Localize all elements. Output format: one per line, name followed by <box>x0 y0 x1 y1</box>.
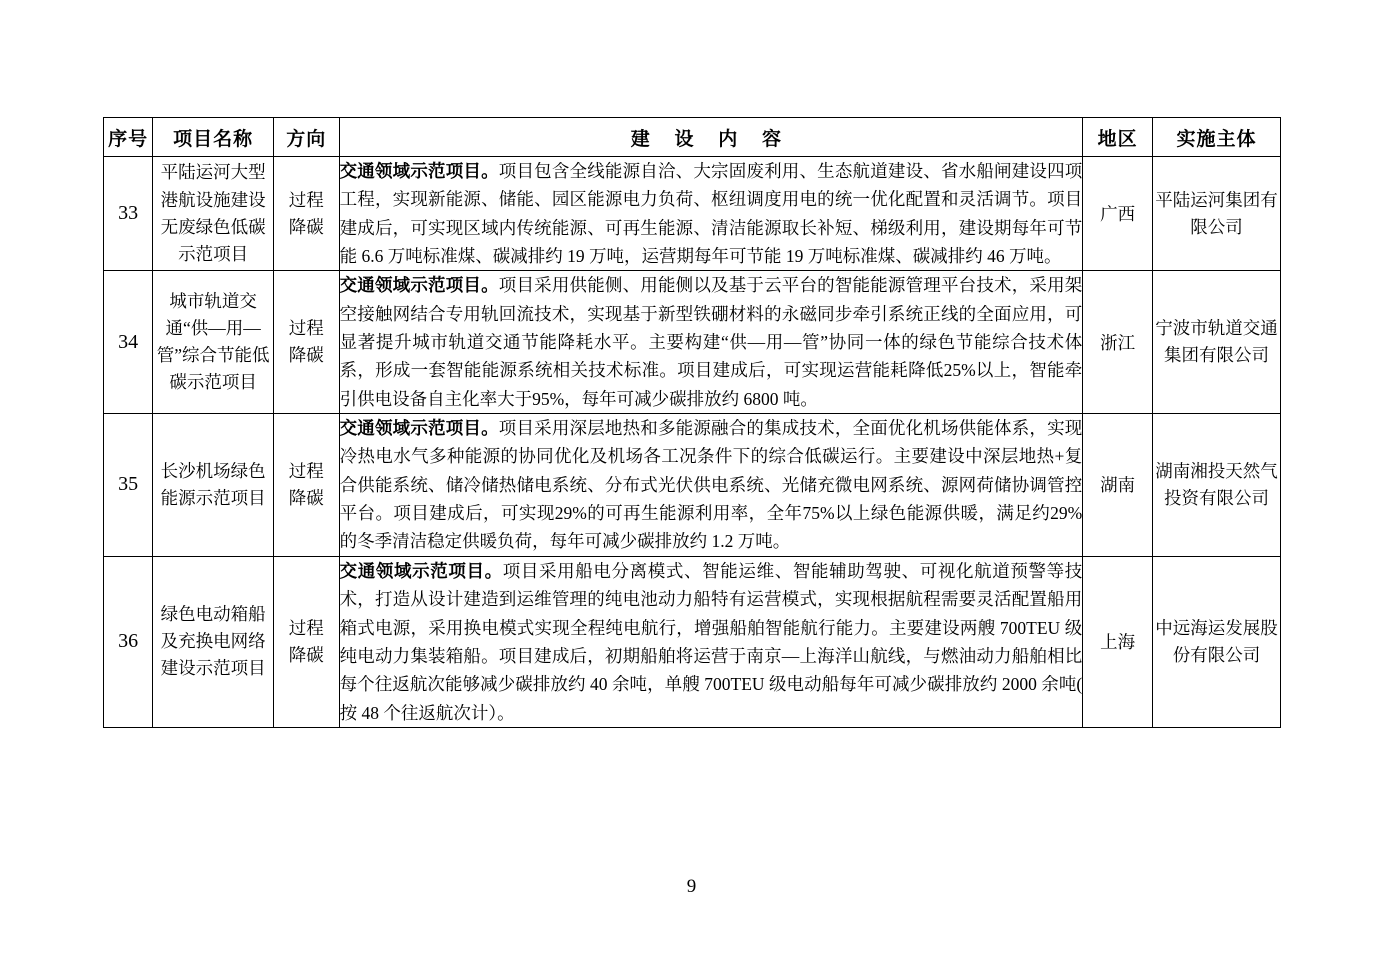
cell-region: 广西 <box>1083 157 1153 271</box>
direction-line-2: 降碳 <box>288 216 324 237</box>
cell-region: 浙江 <box>1083 271 1153 414</box>
table-header-row <box>104 118 1281 157</box>
cell-seq: 34 <box>104 271 153 414</box>
cell-direction <box>274 414 340 557</box>
cell-direction <box>274 157 340 271</box>
content-lead: 交通领域示范项目。 <box>339 560 503 581</box>
direction-line-2: 降碳 <box>288 644 324 665</box>
cell-subject: 平陆运河集团有限公司 <box>1152 157 1280 271</box>
column-header-seq: 序号 <box>104 118 153 157</box>
cell-seq: 36 <box>104 556 153 727</box>
content-body: 项目采用供能侧、用能侧以及基于云平台的智能能源管理平台技术，采用架空接触网结合专用轨回流技术，实现基于新型铁硼材料的永磁同步牵引系统正线的全面应用，可显著提升城市轨道交通节能降耗水平。主要构建“供—用—管”协同一体的绿色节能综合技术体系，形成一套智能能源系统相关技术标准。项目建成后，可实现运营能耗降低25%以上，智能牵引供电设备自主化率大于95%，每年可减少碳排放约 6800 吨。 <box>339 275 1083 409</box>
cell-project-name: 平陆运河大型港航设施建设无废绿色低碳示范项目 <box>153 157 274 271</box>
cell-project-name: 绿色电动箱船及充换电网络建设示范项目 <box>153 556 274 727</box>
cell-direction <box>274 556 340 727</box>
direction-line-1: 过程 <box>288 189 324 210</box>
cell-region: 上海 <box>1083 556 1153 727</box>
cell-content <box>339 157 1083 271</box>
content-lead: 交通领域示范项目。 <box>339 275 499 296</box>
column-header-subject: 实施主体 <box>1152 118 1280 157</box>
column-header-content: 建 设 内 容 <box>339 118 1083 157</box>
content-lead: 交通领域示范项目。 <box>339 418 499 439</box>
direction-line-1: 过程 <box>288 318 324 339</box>
column-header-direction: 方向 <box>274 118 340 157</box>
cell-project-name: 城市轨道交通“供—用—管”综合节能低碳示范项目 <box>153 271 274 414</box>
cell-seq: 33 <box>104 157 153 271</box>
content-body: 项目采用船电分离模式、智能运维、智能辅助驾驶、可视化航道预警等技术，打造从设计建造到运维管理的纯电池动力船特有运营模式，实现根据航程需要灵活配置船用箱式电源，采用换电模式实现全程纯电航行，增强船舶智能航行能力。主要建设两艘 700TEU 级纯电动力集装箱船。项目建成后，初期船舶将运营于南京—上海洋山航线，与燃油动力船舶相比每个往返航次能够减少碳排放约 40 余吨，单艘 700TEU 级电动船每年可减少碳排放约 2000 余吨( 按 48 个往返航次计）。 <box>339 560 1083 723</box>
cell-project-name: 长沙机场绿色能源示范项目 <box>153 414 274 557</box>
content-lead: 交通领域示范项目。 <box>339 161 499 181</box>
cell-seq: 35 <box>104 414 153 557</box>
table-row <box>104 414 1281 557</box>
page-number: 9 <box>686 876 697 897</box>
cell-content <box>339 414 1083 557</box>
cell-direction <box>274 271 340 414</box>
cell-subject: 宁波市轨道交通集团有限公司 <box>1152 271 1280 414</box>
cell-subject: 中远海运发展股份有限公司 <box>1152 556 1280 727</box>
project-list-table <box>103 117 1281 728</box>
table-row <box>104 157 1281 271</box>
direction-line-2: 降碳 <box>288 487 324 508</box>
direction-line-2: 降碳 <box>288 345 324 366</box>
content-body: 项目包含全线能源自洽、大宗固废利用、生态航道建设、省水船闸建设四项工程，实现新能源、储能、园区能源电力负荷、枢纽调度用电的统一优化配置和灵活调节。项目建成后，可实现区域内传统能源、可再生能源、清洁能源取长补短、梯级利用，建设期每年可节能 6.6 万吨标准煤、碳减排约 19 万吨，运营期每年可节能 19 万吨标准煤、碳减排约 46 万吨。 <box>339 161 1083 267</box>
cell-region: 湖南 <box>1083 414 1153 557</box>
column-header-project-name: 项目名称 <box>153 118 274 157</box>
cell-subject: 湖南湘投天然气投资有限公司 <box>1152 414 1280 557</box>
direction-line-1: 过程 <box>288 617 324 638</box>
table-row <box>104 556 1281 727</box>
cell-content <box>339 556 1083 727</box>
table-row <box>104 271 1281 414</box>
content-body: 项目采用深层地热和多能源融合的集成技术，全面优化机场供能体系，实现冷热电水气多种能源的协同优化及机场各工况条件下的综合低碳运行。主要建设中深层地热+复合供能系统、储冷储热储电系统、分布式光伏供电系统、光储充微电网系统、源网荷储协调管控平台。项目建成后，可实现29%的可再生能源利用率，全年75%以上绿色能源供暖，满足约29%的冬季清洁稳定供暖负荷，每年可减少碳排放约 1.2 万吨。 <box>339 418 1083 552</box>
direction-line-1: 过程 <box>288 460 324 481</box>
cell-content <box>339 271 1083 414</box>
column-header-region: 地区 <box>1083 118 1153 157</box>
